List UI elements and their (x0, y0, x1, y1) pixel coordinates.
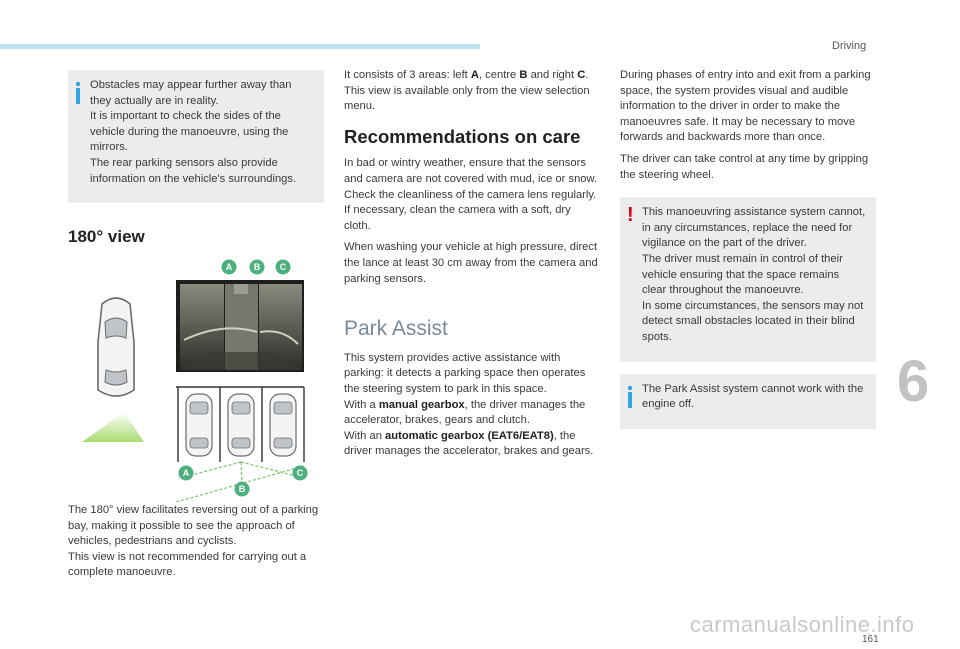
heading-180-view: 180° view (68, 227, 145, 247)
header-accent-bar (0, 44, 480, 49)
info-note-engine (620, 374, 876, 429)
watermark: carmanualsonline.info (690, 612, 915, 637)
page-number: 161 (862, 634, 879, 645)
camera-screen (176, 280, 304, 372)
heading-recommendations-on-care: Recommendations on care (344, 125, 581, 147)
warning-icon: ! (627, 204, 634, 227)
park-assist-intro: This system provides active assistance with parking: it detects a parking space then operates the steering system to park in this space. (344, 351, 586, 395)
column-middle (344, 68, 600, 460)
park-assist-text (344, 351, 600, 460)
areas-intro-text: . This view is available only from the view selection menu. (344, 69, 590, 113)
top-label-c (276, 260, 291, 275)
bottom-label-b (235, 482, 250, 497)
heading-park-assist: Park Assist (344, 317, 448, 341)
care-paragraph-2: When washing your vehicle at high pressure, direct the lance at least 30 cm away from the camera and parking sensors. (344, 241, 598, 285)
svg-text:B: B (253, 262, 261, 273)
bottom-label-a (179, 466, 194, 481)
areas-intro-text: and right (527, 69, 578, 81)
park-auto-text: , the driver manages the accelerator, brakes and gears. (344, 429, 594, 458)
top-label-b (250, 260, 265, 275)
svg-text:B: B (238, 484, 246, 495)
bottom-label-c (293, 466, 308, 481)
reversing-car (82, 298, 144, 442)
areas-intro-text: , centre (478, 69, 520, 81)
section-title: Driving (832, 40, 867, 52)
driver-control-paragraph: The driver can take control at any time by gripping the steering wheel. (620, 152, 869, 181)
areas-intro-text: It consists of 3 areas: left (344, 69, 471, 81)
park-manual-text: With a (344, 398, 379, 411)
area-b-ref: B (519, 69, 528, 81)
svg-text:C: C (296, 468, 304, 479)
manoeuvre-info-paragraph: During phases of entry into and exit from a parking space, the system provides visual and audible information to the driver in order to make the manoeuvres safe. It may be necessary to move forwards and backwards more than once. (620, 69, 871, 144)
top-label-a (222, 260, 237, 275)
park-manual-text: , the driver manages the accelerator, brakes, gears and clutch. (344, 398, 586, 427)
area-c-ref: C (577, 69, 586, 81)
manual-gearbox-term: manual gearbox (378, 398, 465, 411)
park-auto-text: With an (344, 429, 386, 442)
view-180-figure (72, 252, 322, 502)
area-a-ref: A (470, 69, 479, 81)
areas-intro (344, 68, 600, 115)
info-note-engine-text: The Park Assist system cannot work with the engine off. (642, 382, 864, 411)
warning-note (620, 197, 876, 361)
column-right (620, 68, 876, 429)
chapter-number: 6 (897, 349, 930, 414)
automatic-gearbox-term: automatic gearbox (EAT6/EAT8) (385, 429, 554, 442)
view-180-description: The 180° view facilitates reversing out of a parking bay, making it possible to see the approach of vehicles, pedestrians and cyclists. This view is not recommended for carrying out a complete manoeuvre. (68, 504, 319, 579)
column-left (68, 70, 324, 259)
svg-text:A: A (182, 468, 190, 479)
svg-text:A: A (225, 262, 233, 273)
info-icon (628, 386, 634, 408)
warning-note-text: This manoeuvring assistance system cannot, in any circumstances, replace the need for vigilance on the part of the driver. The driver must remain in control of their vehicle ensuring that the space remains clear throughout the manoeuvre. In some circumstances, the sensors may not detect small obstacles located in their blind spots. (642, 206, 866, 343)
info-icon (76, 82, 82, 104)
svg-text:C: C (279, 262, 287, 273)
care-paragraph-1: In bad or wintry weather, ensure that the sensors and camera are not covered with mud, ice or snow. Check the cleanliness of the camera lens regularly. If necessary, clean the camera with a soft, dry cloth. (344, 157, 598, 232)
info-note-text: Obstacles may appear further away than they actually are in reality. It is important to check the sides of the vehicle during the manoeuvre, using the mirrors. The rear parking sensors also provide information on the vehicle's surroundings. (90, 79, 297, 185)
info-note (68, 70, 324, 203)
